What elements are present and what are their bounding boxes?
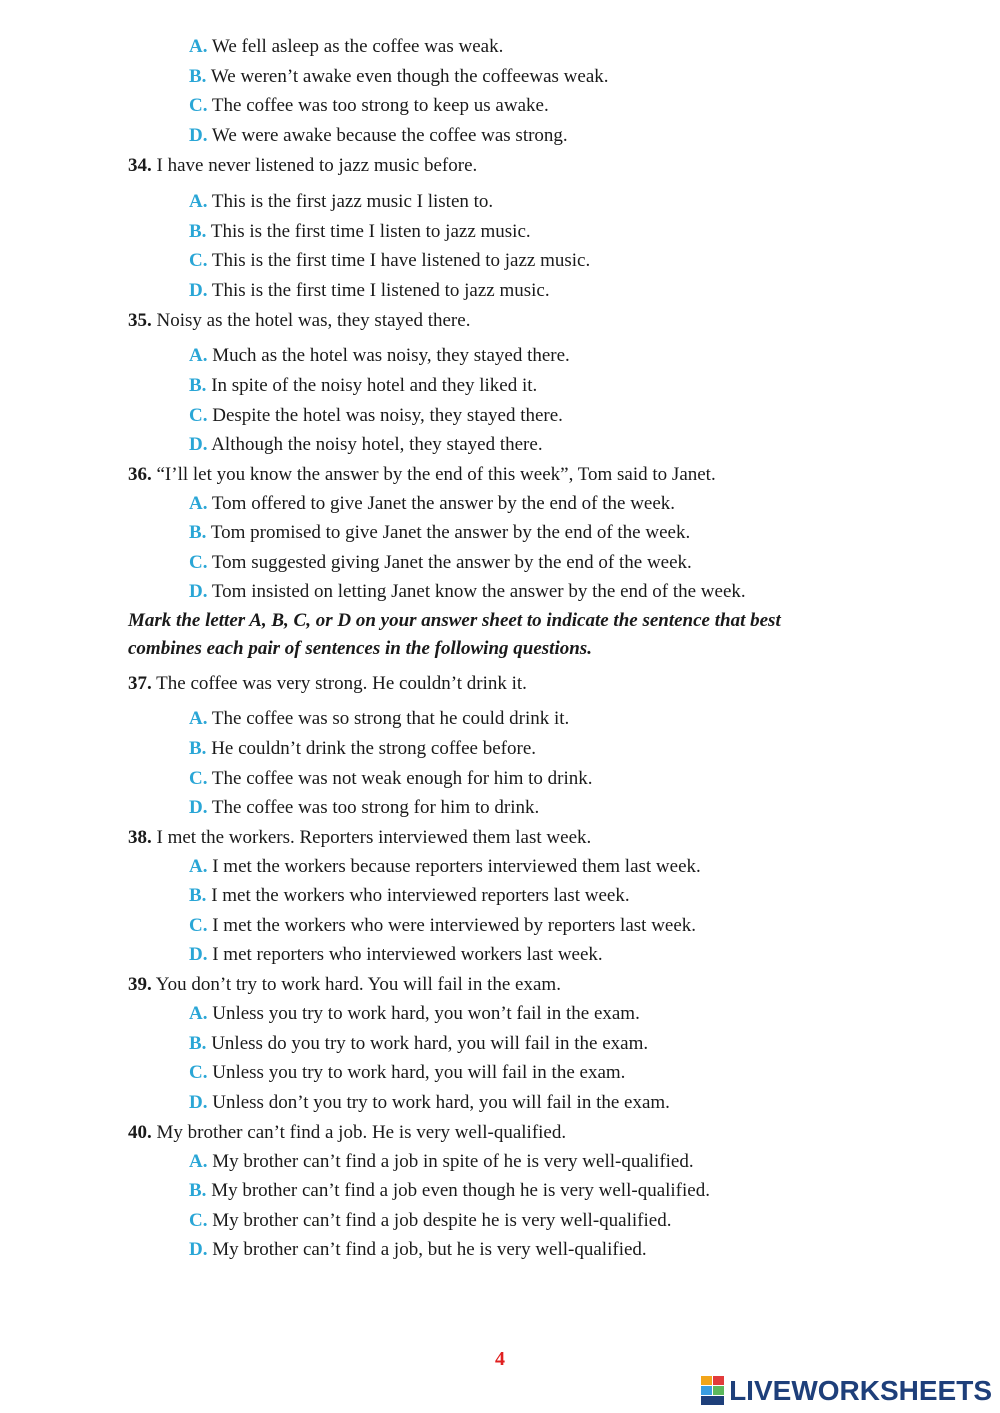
option-letter: B.: [189, 66, 207, 87]
option-line: [189, 1091, 670, 1115]
option-line: [189, 404, 563, 428]
option-line: [189, 1032, 648, 1056]
option-letter: C.: [189, 250, 208, 271]
option-letter: A.: [189, 856, 208, 877]
option-letter: A.: [189, 1003, 208, 1024]
option-text: This is the first time I listen to jazz music.: [210, 221, 531, 242]
option-text: My brother can’t find a job in spite of he is very well-qualified.: [212, 1151, 694, 1172]
question-text: I have never listened to jazz music before.: [156, 155, 478, 176]
option-letter: A.: [189, 36, 208, 57]
question-34: [128, 154, 477, 178]
option-text: Tom suggested giving Janet the answer by the end of the week.: [211, 552, 692, 573]
option-text: Unless you try to work hard, you won’t fail in the exam.: [212, 1003, 640, 1024]
option-text: This is the first time I listened to jazz music.: [211, 280, 550, 301]
option-text: I met the workers who interviewed reporters last week.: [211, 885, 630, 906]
option-text: Much as the hotel was noisy, they stayed there.: [212, 345, 570, 366]
question-number: 37.: [128, 673, 152, 694]
option-letter: B.: [189, 885, 207, 906]
option-line: [189, 737, 536, 761]
question-text: My brother can’t find a job. He is very well-qualified.: [156, 1122, 567, 1143]
option-line: [189, 1238, 647, 1262]
option-letter: D.: [189, 125, 208, 146]
option-line: [189, 1002, 640, 1026]
option-letter: D.: [189, 1239, 208, 1260]
option-letter: C.: [189, 1062, 208, 1083]
option-letter: A.: [189, 191, 208, 212]
option-text: Unless do you try to work hard, you will fail in the exam.: [211, 1033, 649, 1054]
option-letter: D.: [189, 280, 208, 301]
option-letter: D.: [189, 944, 208, 965]
question-37: [128, 672, 527, 696]
option-line: [189, 580, 746, 604]
option-line: [189, 551, 692, 575]
option-letter: C.: [189, 915, 208, 936]
option-text: I met the workers because reporters interviewed them last week.: [212, 856, 701, 877]
option-letter: A.: [189, 1151, 208, 1172]
option-letter: B.: [189, 738, 207, 759]
option-letter: D.: [189, 581, 208, 602]
option-letter: A.: [189, 708, 208, 729]
option-text: Despite the hotel was noisy, they stayed there.: [212, 405, 563, 426]
option-text: Unless you try to work hard, you will fail in the exam.: [212, 1062, 626, 1083]
option-text: Tom insisted on letting Janet know the answer by the end of the week.: [211, 581, 746, 602]
option-line: [189, 35, 503, 59]
question-number: 36.: [128, 464, 152, 485]
option-line: [189, 279, 550, 303]
option-text: The coffee was too strong for him to drink.: [211, 797, 540, 818]
option-text: I met reporters who interviewed workers last week.: [212, 944, 603, 965]
option-line: [189, 124, 568, 148]
option-line: [189, 94, 549, 118]
liveworksheets-logo: [701, 1376, 992, 1406]
option-letter: A.: [189, 345, 208, 366]
question-text: You don’t try to work hard. You will fail in the exam.: [155, 974, 561, 995]
option-text: Tom offered to give Janet the answer by the end of the week.: [211, 493, 676, 514]
question-39: [128, 973, 561, 997]
option-line: [189, 914, 696, 938]
option-text: In spite of the noisy hotel and they liked it.: [211, 375, 538, 396]
option-text: My brother can’t find a job despite he is very well-qualified.: [212, 1210, 672, 1231]
option-text: We weren’t awake even though the coffeewas weak.: [210, 66, 609, 87]
option-text: Unless don’t you try to work hard, you will fail in the exam.: [212, 1092, 670, 1113]
option-text: My brother can’t find a job even though he is very well-qualified.: [211, 1180, 710, 1201]
option-letter: C.: [189, 95, 208, 116]
option-text: This is the first jazz music I listen to.: [211, 191, 494, 212]
option-line: [189, 521, 690, 545]
option-letter: D.: [189, 1092, 208, 1113]
option-letter: C.: [189, 1210, 208, 1231]
option-letter: B.: [189, 1180, 207, 1201]
brand-text: LIVEWORKSHEETS: [729, 1375, 992, 1406]
option-letter: B.: [189, 375, 207, 396]
option-line: [189, 855, 701, 879]
option-line: [189, 374, 537, 398]
option-letter: D.: [189, 434, 208, 455]
option-line: [189, 1150, 694, 1174]
question-number: 39.: [128, 974, 152, 995]
option-text: My brother can’t find a job, but he is very well-qualified.: [212, 1239, 647, 1260]
option-letter: B.: [189, 1033, 207, 1054]
question-text: The coffee was very strong. He couldn’t drink it.: [156, 673, 527, 694]
question-number: 40.: [128, 1122, 152, 1143]
option-line: [189, 943, 603, 967]
option-line: [189, 344, 570, 368]
option-line: [189, 433, 543, 457]
instruction: [128, 607, 848, 663]
option-line: [189, 492, 675, 516]
option-text: This is the first time I have listened to jazz music.: [211, 250, 591, 271]
liveworksheets-icon: [701, 1376, 725, 1406]
option-letter: D.: [189, 797, 208, 818]
option-text: The coffee was too strong to keep us awake.: [211, 95, 549, 116]
option-text: Although the noisy hotel, they stayed there.: [211, 434, 543, 455]
option-line: [189, 767, 593, 791]
option-line: [189, 1209, 671, 1233]
question-text: I met the workers. Reporters interviewed them last week.: [156, 827, 592, 848]
instruction-line-1: Mark the letter A, B, C, or D on your answer sheet to indicate the sentence that best: [128, 610, 781, 631]
option-line: [189, 884, 630, 908]
option-text: He couldn’t drink the strong coffee before.: [211, 738, 537, 759]
question-number: 34.: [128, 155, 152, 176]
option-letter: C.: [189, 768, 208, 789]
option-line: [189, 707, 569, 731]
question-36: [128, 463, 716, 487]
option-line: [189, 249, 590, 273]
instruction-line-2: combines each pair of sentences in the following questions.: [128, 638, 592, 659]
option-text: The coffee was not weak enough for him to drink.: [211, 768, 593, 789]
option-line: [189, 190, 493, 214]
page-number: 4: [495, 1348, 505, 1370]
option-text: Tom promised to give Janet the answer by the end of the week.: [210, 522, 691, 543]
question-40: [128, 1121, 566, 1145]
option-line: [189, 220, 531, 244]
option-text: The coffee was so strong that he could drink it.: [211, 708, 570, 729]
question-number: 35.: [128, 310, 152, 331]
option-line: [189, 1179, 710, 1203]
option-letter: B.: [189, 522, 207, 543]
question-35: [128, 309, 470, 333]
option-text: We fell asleep as the coffee was weak.: [211, 36, 504, 57]
option-letter: C.: [189, 552, 208, 573]
question-38: [128, 826, 591, 850]
option-line: [189, 796, 539, 820]
option-letter: B.: [189, 221, 207, 242]
option-line: [189, 1061, 625, 1085]
question-text: Noisy as the hotel was, they stayed there.: [156, 310, 471, 331]
option-line: [189, 65, 609, 89]
option-letter: A.: [189, 493, 208, 514]
question-number: 38.: [128, 827, 152, 848]
option-letter: C.: [189, 405, 208, 426]
question-text: “I’ll let you know the answer by the end of this week”, Tom said to Janet.: [156, 464, 716, 485]
option-text: I met the workers who were interviewed by reporters last week.: [212, 915, 697, 936]
option-text: We were awake because the coffee was strong.: [211, 125, 568, 146]
